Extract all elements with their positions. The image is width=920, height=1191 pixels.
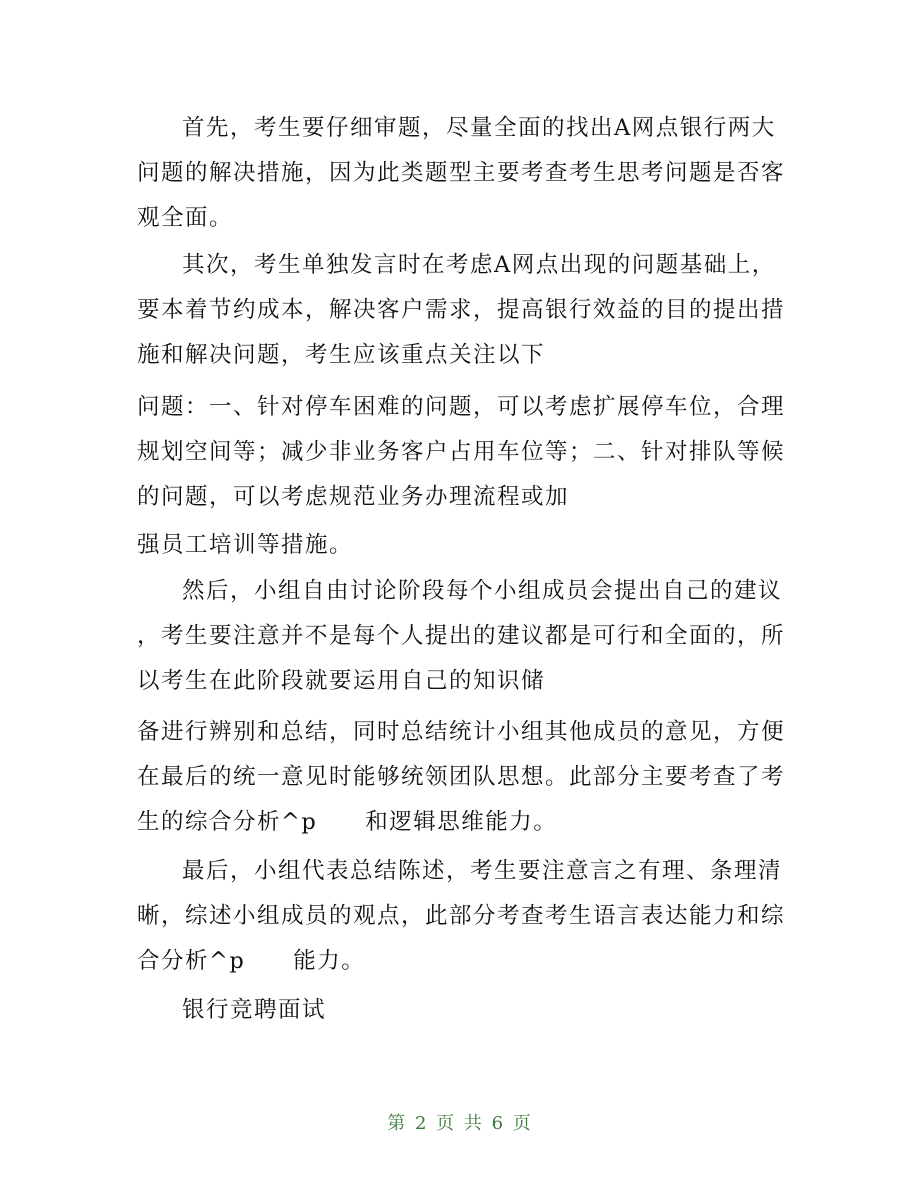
- paragraph-line: 问题的解决措施，因为此类题型主要考查考生思考问题是否客: [137, 160, 786, 186]
- paragraph-line: 合分析^p 能力。: [137, 948, 366, 974]
- paragraph-line: 以考生在此阶段就要运用自己的知识储: [137, 668, 546, 694]
- paragraph-line: 最后，小组代表总结陈述，考生要注意言之有理、条理清: [182, 858, 783, 884]
- paragraph-line: 生的综合分析^p 和逻辑思维能力。: [137, 809, 558, 835]
- paragraph-line: 施和解决问题，考生应该重点关注以下: [137, 342, 546, 368]
- paragraph-line: 首先，考生要仔细审题，尽量全面的找出A网点银行两大: [182, 115, 776, 141]
- paragraph-line: 在最后的统一意见时能够统领团队思想。此部分主要考查了考: [137, 764, 786, 790]
- paragraph-line: 备进行辨别和总结，同时总结统计小组其他成员的意见，方便: [137, 719, 786, 745]
- page-number: 第 2 页 共 6 页: [387, 1113, 533, 1134]
- paragraph-line: 要本着节约成本，解决客户需求，提高银行效益的目的提出措: [137, 297, 786, 323]
- paragraph-line: 的问题，可以考虑规范业务办理流程或加: [137, 484, 570, 510]
- paragraph-line: 其次，考生单独发言时在考虑A网点出现的问题基础上，: [182, 252, 776, 278]
- paragraph-line: 然后，小组自由讨论阶段每个小组成员会提出自己的建议: [182, 578, 783, 604]
- paragraph-line: 规划空间等；减少非业务客户占用车位等；二、针对排队等候: [137, 439, 786, 465]
- paragraph-line: 问题：一、针对停车困难的问题，可以考虑扩展停车位，合理: [137, 394, 786, 420]
- paragraph-line: 强员工培训等措施。: [137, 532, 354, 558]
- paragraph-line: 晰，综述小组成员的观点，此部分考查考生语言表达能力和综: [137, 903, 786, 929]
- section-heading: 银行竞聘面试: [182, 997, 327, 1023]
- paragraph-line: 观全面。: [137, 205, 234, 231]
- paragraph-line: ，考生要注意并不是每个人提出的建议都是可行和全面的，所: [137, 623, 786, 649]
